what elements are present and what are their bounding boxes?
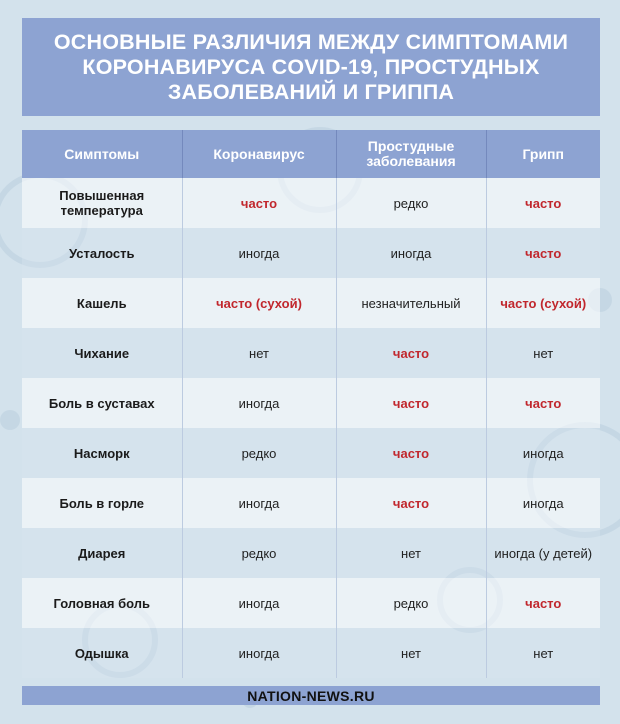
page-title: ОСНОВНЫЕ РАЗЛИЧИЯ МЕЖДУ СИМПТОМАМИ КОРОНАВИРУСА COVID-19, ПРОСТУДНЫХ ЗАБОЛЕВАНИЙ И ГРИППА: [53, 29, 569, 104]
flu-cell: нет: [486, 328, 600, 378]
coronavirus-cell: нет: [182, 328, 336, 378]
table-row: [22, 378, 600, 428]
table-row: [22, 578, 600, 628]
symptom-cell: Головная боль: [22, 578, 182, 628]
symptom-cell: Боль в горле: [22, 478, 182, 528]
site-footer: NATION-NEWS.RU: [22, 686, 600, 705]
cold-cell: часто: [336, 328, 486, 378]
symptom-cell: Повышенная температура: [22, 178, 182, 228]
symptom-cell: Диарея: [22, 528, 182, 578]
cold-cell: редко: [336, 578, 486, 628]
coronavirus-cell: часто: [182, 178, 336, 228]
coronavirus-cell: иногда: [182, 478, 336, 528]
table-row: [22, 178, 600, 228]
table-row: [22, 328, 600, 378]
cold-cell: нет: [336, 628, 486, 678]
symptoms-table: [22, 130, 600, 678]
flu-cell: часто (сухой): [486, 278, 600, 328]
title-banner: [22, 18, 600, 116]
infographic: [22, 18, 600, 678]
cold-cell: нет: [336, 528, 486, 578]
header-symptoms: Симптомы: [22, 130, 182, 178]
cold-cell: редко: [336, 178, 486, 228]
table-row: [22, 628, 600, 678]
flu-cell: нет: [486, 628, 600, 678]
flu-cell: часто: [486, 178, 600, 228]
cold-cell: часто: [336, 378, 486, 428]
coronavirus-cell: редко: [182, 528, 336, 578]
symptom-cell: Боль в суставах: [22, 378, 182, 428]
coronavirus-cell: иногда: [182, 378, 336, 428]
symptom-cell: Чихание: [22, 328, 182, 378]
table-row: [22, 528, 600, 578]
header-cold: Простудные заболевания: [336, 130, 486, 178]
table-row: [22, 278, 600, 328]
flu-cell: часто: [486, 578, 600, 628]
flu-cell: часто: [486, 228, 600, 278]
flu-cell: часто: [486, 378, 600, 428]
coronavirus-cell: часто (сухой): [182, 278, 336, 328]
table-header-row: [22, 130, 600, 178]
flu-cell: иногда (у детей): [486, 528, 600, 578]
cold-cell: незначительный: [336, 278, 486, 328]
flu-cell: иногда: [486, 428, 600, 478]
header-flu: Грипп: [486, 130, 600, 178]
coronavirus-cell: иногда: [182, 578, 336, 628]
cold-cell: часто: [336, 428, 486, 478]
symptom-cell: Одышка: [22, 628, 182, 678]
coronavirus-cell: иногда: [182, 228, 336, 278]
cold-cell: часто: [336, 478, 486, 528]
cold-cell: иногда: [336, 228, 486, 278]
symptom-cell: Кашель: [22, 278, 182, 328]
table-row: [22, 428, 600, 478]
table-row: [22, 478, 600, 528]
header-coronavirus: Коронавирус: [182, 130, 336, 178]
coronavirus-cell: редко: [182, 428, 336, 478]
symptom-cell: Насморк: [22, 428, 182, 478]
table-row: [22, 228, 600, 278]
flu-cell: иногда: [486, 478, 600, 528]
symptom-cell: Усталость: [22, 228, 182, 278]
coronavirus-cell: иногда: [182, 628, 336, 678]
